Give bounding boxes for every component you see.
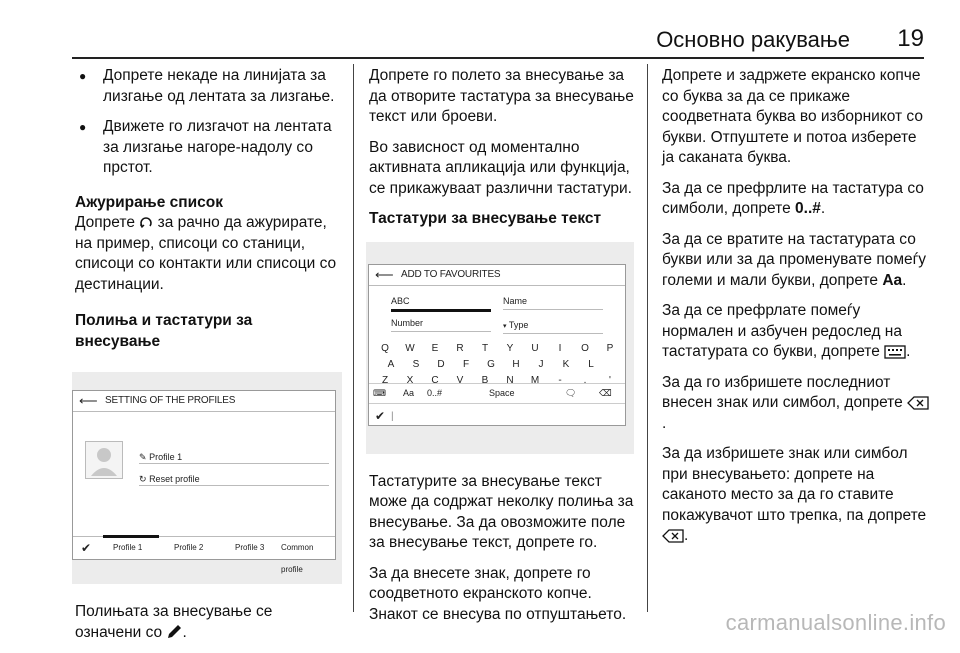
tab-common-profile[interactable]: Common profile xyxy=(281,543,314,574)
keyboard-key[interactable]: R xyxy=(456,342,464,354)
key-aa[interactable]: Aa xyxy=(403,387,415,398)
keyboard-key[interactable]: I xyxy=(558,342,562,354)
caption: Полињата за внесување се означени со . xyxy=(75,603,273,641)
cursor-icon: | xyxy=(391,410,394,422)
check-icon[interactable]: ✔ xyxy=(81,541,92,555)
keyboard-key[interactable]: Z xyxy=(381,374,389,386)
backspace-icon xyxy=(907,396,929,410)
paragraph: За да се префрлате помеѓу нормален и азбучен редослед на тастатурата со букви, допрете . xyxy=(662,302,911,360)
back-arrow-icon[interactable]: ⟵ xyxy=(375,266,394,282)
keyboard-key[interactable]: M xyxy=(530,374,540,386)
keyboard-key[interactable]: D xyxy=(437,358,445,370)
keyboard-key[interactable]: G xyxy=(487,358,495,370)
keyboard-key[interactable]: H xyxy=(512,358,520,370)
refresh-icon: ↻ xyxy=(139,474,147,484)
profile-tabs xyxy=(73,536,335,574)
voice-icon[interactable]: 🗨 xyxy=(565,387,577,398)
keyboard-key[interactable]: K xyxy=(562,358,570,370)
key-symbols[interactable]: 0..# xyxy=(427,387,443,398)
watermark: carmanualsonline.info xyxy=(725,610,946,635)
screen-title-bar: ⟵ ADD TO FAVOURITES xyxy=(369,265,625,286)
paragraph: За да се вратите на тастатурата со букви или за да променувате помеѓу големи и мали букви, допрете Aa. xyxy=(662,230,927,289)
keyboard-key[interactable]: Y xyxy=(506,342,514,354)
check-icon[interactable]: ✔ xyxy=(375,408,386,423)
keyboard-key[interactable]: N xyxy=(506,374,514,386)
dropdown-icon: ▾ xyxy=(503,322,507,330)
column-2 xyxy=(369,66,635,635)
keyboard-key[interactable]: O xyxy=(581,342,589,354)
page-number: 19 xyxy=(897,25,924,52)
key-space[interactable]: Space xyxy=(489,387,515,398)
keyboard-key[interactable]: T xyxy=(481,342,489,354)
paragraph: За да внесете знак, допрете го соодветното екранското копче. Знакот се внесува по отпуштањето. xyxy=(369,564,627,623)
keyboard-key[interactable]: E xyxy=(431,342,439,354)
section-heading: Полиња и тастатури за внесување xyxy=(75,312,253,350)
column-1 xyxy=(75,66,341,653)
reset-profile-item[interactable]: ↻ Reset profile xyxy=(139,469,329,486)
tab-profile-2[interactable]: Profile 2 xyxy=(174,543,204,552)
paragraph: За да го избришете последниот внесен знак или симбол, допрете . xyxy=(662,373,932,435)
keyboard-confirm-row xyxy=(369,403,625,424)
backspace-icon[interactable]: ⌫ xyxy=(599,387,612,398)
keyboard-screen xyxy=(368,264,626,426)
keyboard-key[interactable]: X xyxy=(406,374,414,386)
list-item: ● Движете го лизгачот на лентата за лизгање нагоре-надолу со прстот. xyxy=(79,118,332,176)
back-arrow-icon[interactable]: ⟵ xyxy=(79,393,98,408)
section-heading: Тастатури за внесување текст xyxy=(369,210,602,227)
screenshot-profiles xyxy=(72,372,342,584)
keyboard-key[interactable]: - xyxy=(558,374,562,386)
keyboard-key[interactable]: U xyxy=(531,342,539,354)
number-field[interactable]: Number xyxy=(391,313,491,332)
avatar[interactable] xyxy=(85,441,123,479)
paragraph: За да избришете знак или симбол при внесувањето: допрете на саканото место за да го ставите покажувачот што трепка, па допрете . xyxy=(662,445,927,544)
type-field[interactable]: ▾ Type xyxy=(503,315,603,334)
keyboard-key[interactable]: L xyxy=(588,358,594,370)
tab-profile-3[interactable]: Profile 3 xyxy=(235,543,265,552)
column-divider xyxy=(353,64,354,612)
keyboard-key[interactable]: F xyxy=(462,358,470,370)
paragraph: За да се префрлите на тастатура со симболи, допрете 0..#. xyxy=(662,179,924,217)
keyboard-key[interactable]: V xyxy=(456,374,464,386)
keyboard-key[interactable]: P xyxy=(606,342,614,354)
keyboard-key[interactable]: ' xyxy=(609,374,611,386)
screenshot-keyboard xyxy=(366,242,634,454)
paragraph: Допрете го полето за внесување за да отворите тастатура за внесување текст или броеви. xyxy=(369,67,634,125)
backspace-icon xyxy=(662,529,684,543)
column-divider xyxy=(647,64,648,612)
pencil-icon xyxy=(166,624,182,640)
keyboard-key[interactable]: S xyxy=(412,358,420,370)
pencil-icon: ✎ xyxy=(139,452,147,462)
keyboard-key[interactable]: . xyxy=(583,374,587,386)
paragraph: Тастатурите за внесување текст може да содржат неколку полиња за внесување. За да овозможите поле за внесување текст, допрете го. xyxy=(369,472,634,551)
screen-title-bar: ⟵ SETTING OF THE PROFILES xyxy=(73,391,335,412)
tab-profile-1[interactable]: Profile 1 xyxy=(113,543,143,552)
refresh-icon xyxy=(139,216,153,230)
keyboard-key[interactable]: J xyxy=(538,358,544,370)
keyboard-key[interactable]: Q xyxy=(381,342,389,354)
keyboard-function-row xyxy=(369,383,625,402)
section-heading: Ажурирање список xyxy=(75,193,224,211)
person-icon xyxy=(86,442,122,478)
abc-field[interactable]: ABC xyxy=(391,291,491,312)
paragraph: Допрете и задржете екранско копче со буква за да се прикаже соодветната буква во изборникот со букви. Отпуштете и потоа изберете ја саканата буква. xyxy=(662,67,923,166)
keyboard-key[interactable]: A xyxy=(387,358,395,370)
keyboard-key[interactable]: B xyxy=(481,374,489,386)
profiles-screen xyxy=(72,390,336,574)
page-header xyxy=(0,0,960,60)
keyboard-key[interactable]: C xyxy=(431,374,439,386)
keyboard-icon xyxy=(884,345,906,359)
paragraph: Во зависност од моментално активната апликација или функција, се прикажуваат различни тастатури. xyxy=(369,138,632,197)
profile-name-field[interactable]: ✎ Profile 1 xyxy=(139,447,329,464)
list-item: ● Допрете некаде на линијата за лизгање од лентата за лизгање. xyxy=(79,67,335,105)
keyboard-key[interactable]: W xyxy=(405,342,415,354)
keyboard-layout-icon[interactable]: ⌨ xyxy=(373,387,386,398)
column-3 xyxy=(662,66,932,557)
header-title: Основно ракување xyxy=(656,27,850,52)
paragraph: Допрете за рачно да ажурирате, на пример, списоци со станици, списоци со контакти или списоци со дестинации. xyxy=(75,214,337,293)
name-field[interactable]: Name xyxy=(503,291,603,310)
header-rule xyxy=(72,57,924,59)
